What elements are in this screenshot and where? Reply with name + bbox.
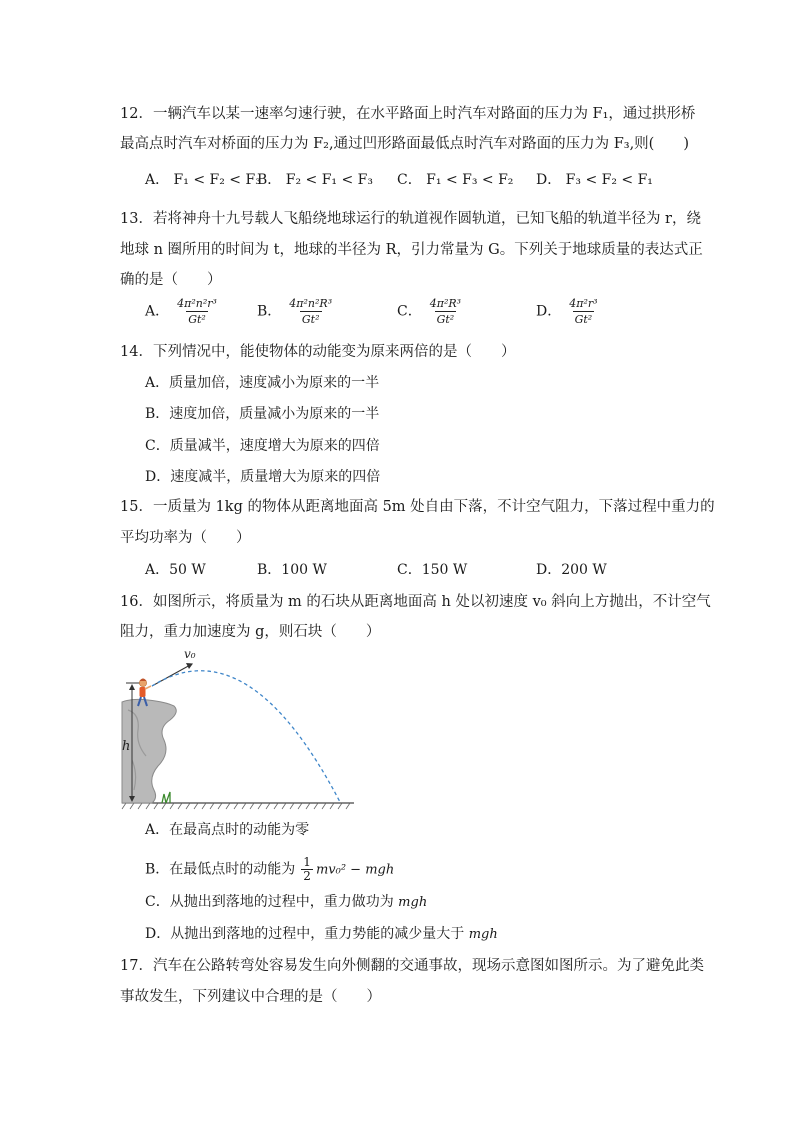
q16-option-b-text: B．在最低点时的动能为 <box>145 861 296 878</box>
q13-option-a-label: A． <box>145 303 170 320</box>
q13-option-a[interactable] <box>145 297 219 326</box>
q13-option-c-fraction <box>428 297 463 326</box>
q16-option-d[interactable] <box>145 924 498 945</box>
fraction-numerator: 1 <box>303 855 311 869</box>
trajectory-path <box>152 671 340 802</box>
q15-option-d[interactable]: D．200 W <box>536 562 607 578</box>
q16-option-c-text: C．从抛出到落地的过程中，重力做功为 <box>145 894 394 910</box>
grass-icon <box>162 792 170 803</box>
q13-option-d-label: D． <box>536 303 562 320</box>
q13-option-a-fraction <box>175 297 219 326</box>
projectile-figure <box>118 640 358 815</box>
q16-option-c-expr: mgh <box>398 895 428 910</box>
q15-option-a[interactable]: A．50 W <box>145 562 206 578</box>
q16-option-d-expr: mgh <box>468 927 498 942</box>
q17-stem-line2: 事故发生，下列建议中合理的是（ ） <box>120 989 381 1005</box>
q15-stem-line2: 平均功率为（ ） <box>120 530 251 546</box>
height-label: h <box>122 739 131 754</box>
q17-stem-line1: 17．汽车在公路转弯处容易发生向外侧翻的交通事故，现场示意图如图所示。为了避免此类 <box>120 958 704 974</box>
q13-option-b-label: B． <box>257 303 282 320</box>
q14-option-a[interactable]: A．质量加倍，速度减小为原来的一半 <box>145 375 380 391</box>
q13-option-c-label: C． <box>397 303 422 320</box>
q13-option-b[interactable] <box>257 297 334 326</box>
v0-label: v₀ <box>184 647 196 661</box>
q14-option-b[interactable]: B．速度加倍，质量减小为原来的一半 <box>145 406 380 422</box>
q12-stem-line1: 12．一辆汽车以某一速率匀速行驶，在水平路面上时汽车对路面的压力为 F₁，通过拱形桥 <box>120 106 696 122</box>
q13-option-b-fraction <box>287 297 334 326</box>
fraction-numerator: 4π²n²R³ <box>289 297 333 310</box>
fraction-denominator: 2 <box>303 869 311 883</box>
q16-option-d-text: D．从抛出到落地的过程中，重力势能的减少量大于 <box>145 926 465 942</box>
q15-option-b[interactable]: B．100 W <box>257 562 327 578</box>
fraction-numerator: 4π²r³ <box>569 297 598 310</box>
q15-stem-line1: 15．一质量为 1kg 的物体从距离地面高 5m 处自由下落，不计空气阻力，下落过程中重力的 <box>120 499 715 515</box>
height-arrow-head-up <box>129 684 135 690</box>
q13-stem-line1: 13．若将神舟十九号载人飞船绕地球运行的轨道视作圆轨道，已知飞船的轨道半径为 r，绕 <box>120 211 701 227</box>
q14-stem: 14．下列情况中，能使物体的动能变为原来两倍的是（ ） <box>120 344 516 360</box>
q12-option-a[interactable]: A． F₁ < F₂ < F₃ <box>145 172 261 188</box>
q15-option-c[interactable]: C．150 W <box>397 562 468 578</box>
q16-option-b-expr: mv₀² − mgh <box>315 862 395 878</box>
one-half-fraction <box>301 856 313 883</box>
fraction-denominator: Gt² <box>574 313 593 326</box>
q14-option-d[interactable]: D．速度减半，质量增大为原来的四倍 <box>145 469 381 485</box>
fraction-denominator: Gt² <box>188 313 206 326</box>
q12-option-c[interactable]: C． F₁ < F₃ < F₂ <box>397 172 514 188</box>
q16-stem-line2: 阻力，重力加速度为 g，则石块（ ） <box>120 624 381 640</box>
q14-option-c[interactable]: C．质量减半，速度增大为原来的四倍 <box>145 438 380 454</box>
q16-option-c[interactable] <box>145 892 427 913</box>
q13-stem-line3: 确的是（ ） <box>120 272 222 288</box>
q16-stem-line1: 16．如图所示，将质量为 m 的石块从距离地面高 h 处以初速度 v₀ 斜向上方抛出，不计空气 <box>120 594 711 610</box>
q13-stem-line2: 地球 n 圈所用的时间为 t，地球的半径为 R，引力常量为 G。下列关于地球质量的表达式正 <box>120 242 703 258</box>
q13-option-d-fraction <box>567 297 599 326</box>
q12-option-d[interactable]: D． F₃ < F₂ < F₁ <box>536 172 653 188</box>
q12-stem-line2: 最高点时汽车对桥面的压力为 F₂,通过凹形路面最低点时汽车对路面的压力为 F₃,则( ) <box>120 136 689 152</box>
q16-option-b[interactable] <box>145 856 394 883</box>
fraction-numerator: 4π²n²r³ <box>177 297 217 310</box>
fraction-denominator: Gt² <box>436 313 455 326</box>
q16-option-a[interactable]: A．在最高点时的动能为零 <box>145 822 310 838</box>
fraction-denominator: Gt² <box>301 313 320 326</box>
v0-arrow-head <box>186 663 193 669</box>
q13-option-d[interactable] <box>536 297 600 326</box>
ground-hatching <box>122 803 350 809</box>
q12-option-b[interactable]: B． F₂ < F₁ < F₃ <box>257 172 373 188</box>
fraction-numerator: 4π²R³ <box>429 297 462 310</box>
q13-option-c[interactable] <box>397 297 463 326</box>
